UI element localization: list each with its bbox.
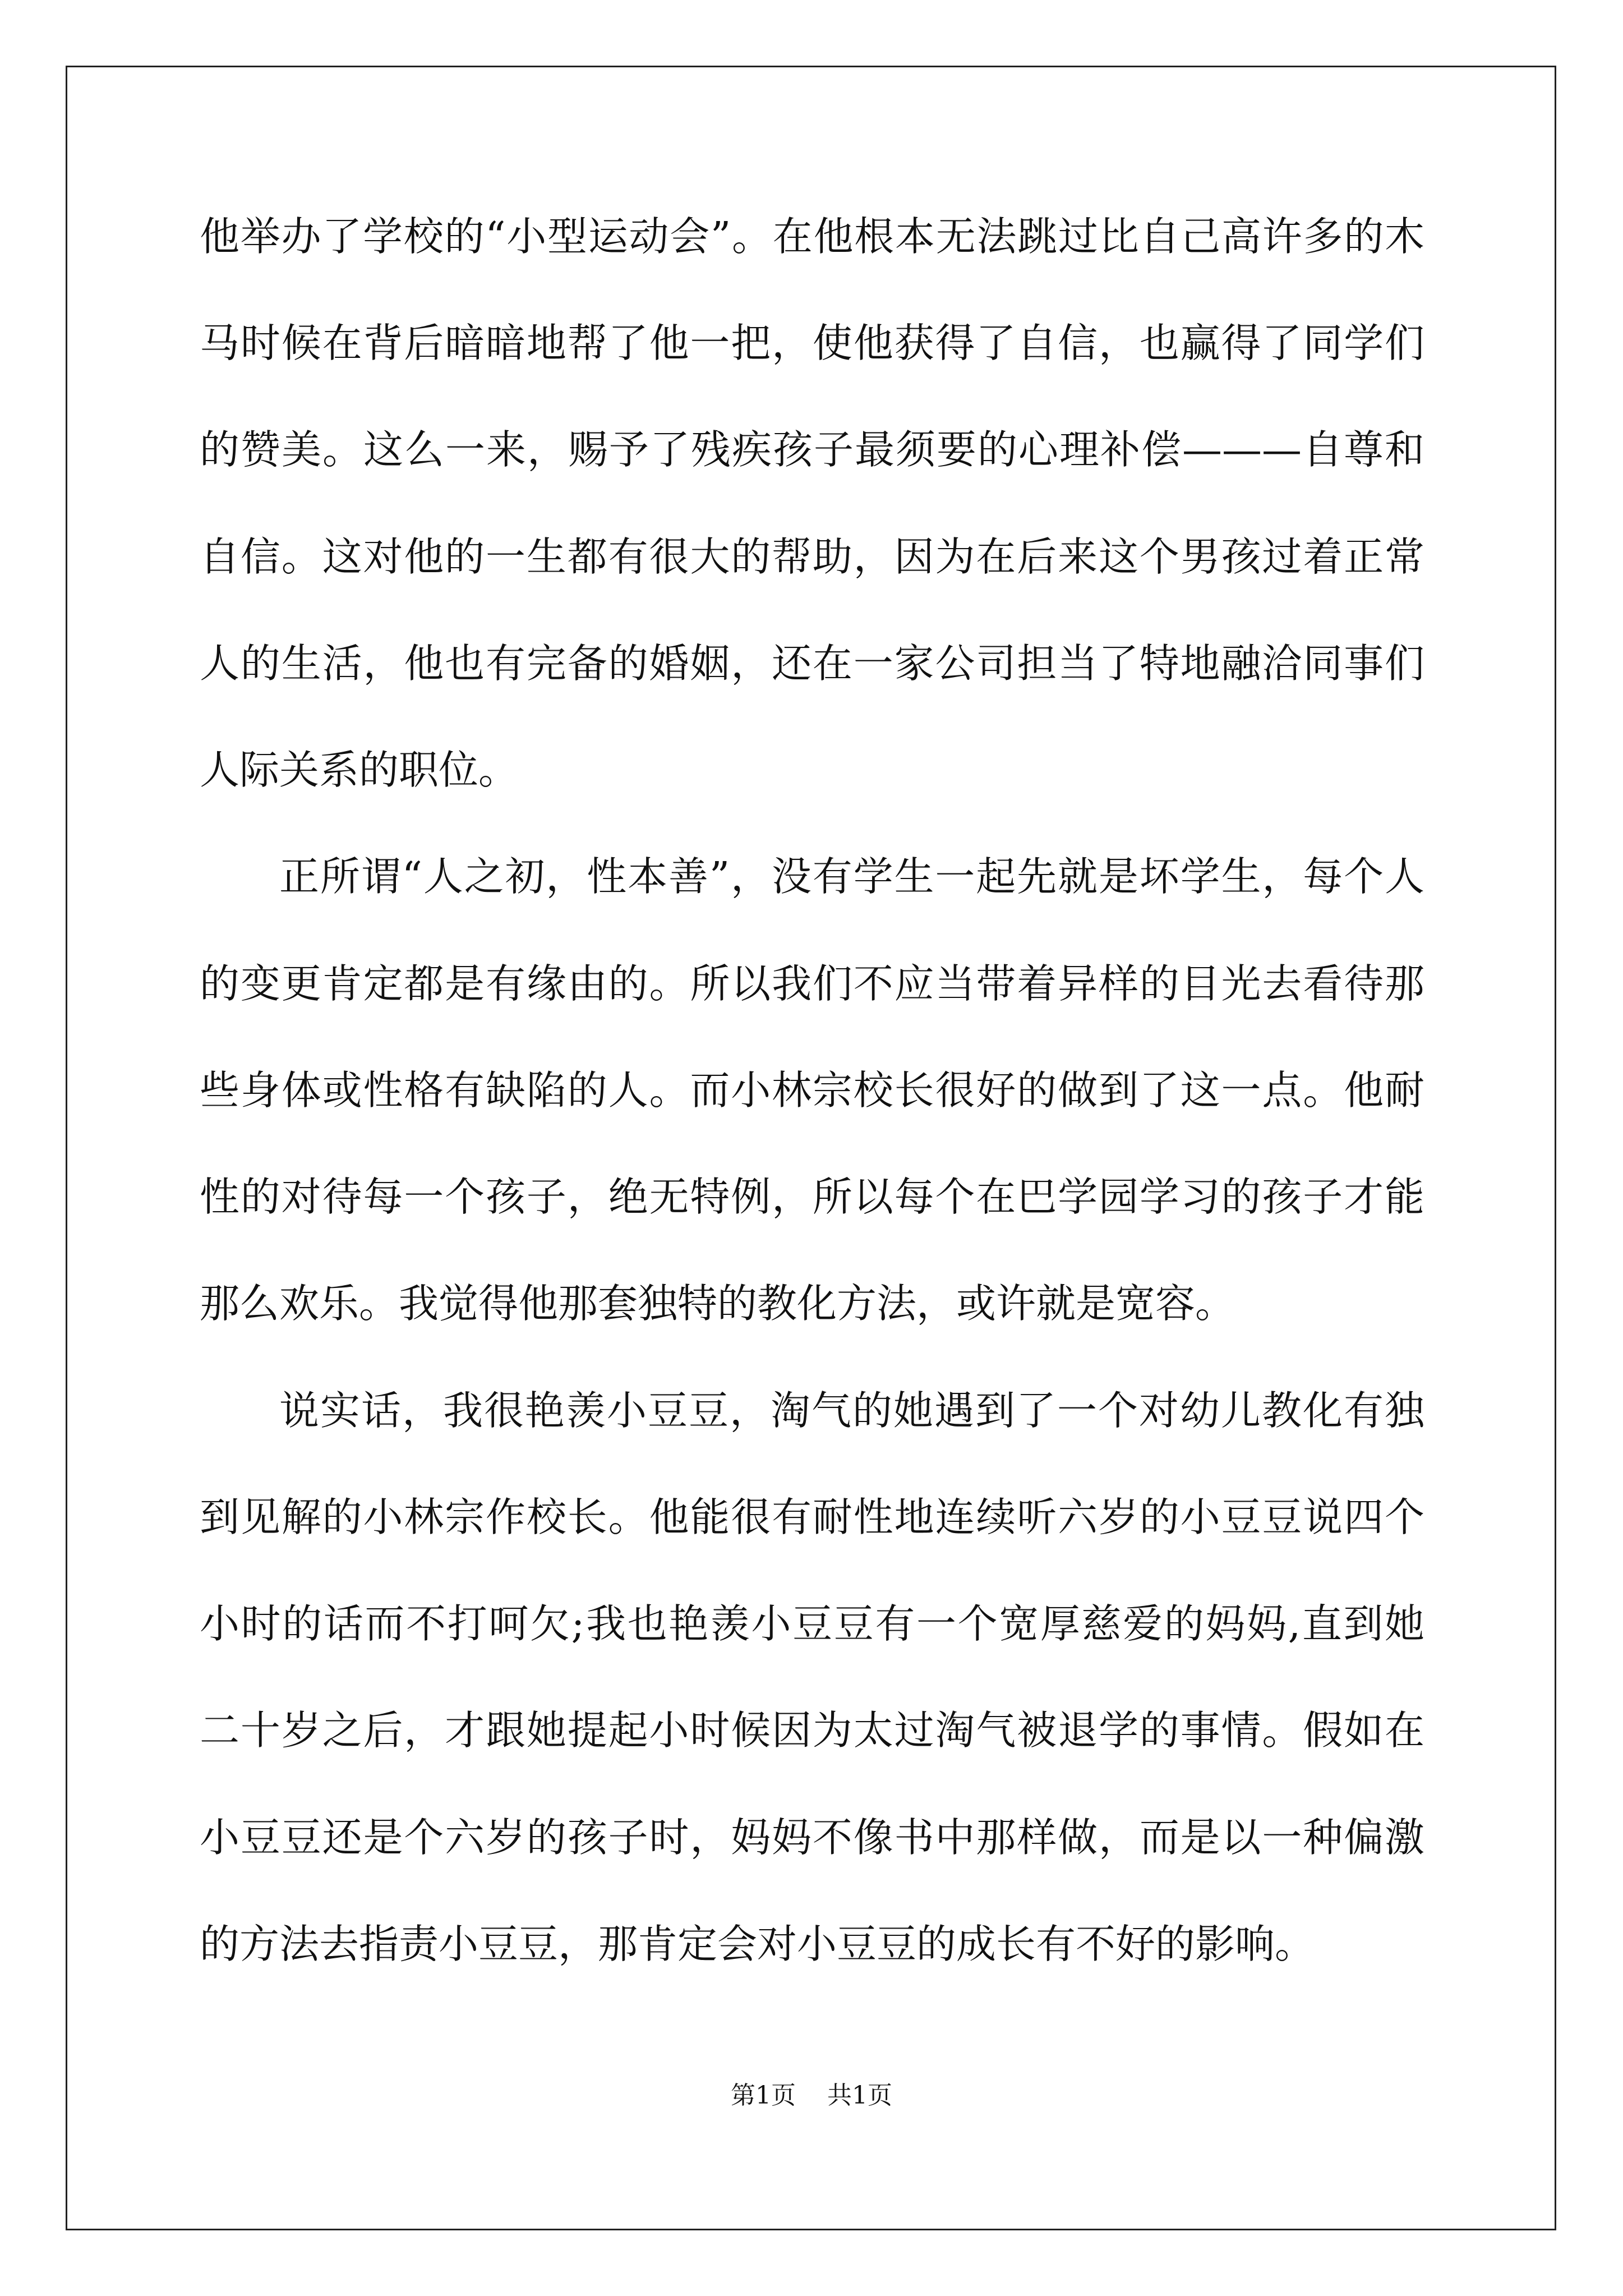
- text-line: 说实话，我很艳羡小豆豆，淘气的她遇到了一个对幼儿教化有独: [279, 1387, 1424, 1434]
- page-border: [66, 66, 1556, 2230]
- text-line: 人际关系的职位。: [200, 747, 519, 793]
- text-line: 正所谓“人之初，性本善”，没有学生一起先就是坏学生，每个人: [279, 853, 1424, 900]
- text-line: 小豆豆还是个六岁的孩子时，妈妈不像书中那样做，而是以一种偏激: [200, 1814, 1424, 1861]
- text-line: 小时的话而不打呵欠;我也艳羡小豆豆有一个宽厚慈爱的妈妈,直到她: [200, 1600, 1424, 1647]
- text-line: 到见解的小林宗作校长。他能很有耐性地连续听六岁的小豆豆说四个: [200, 1494, 1424, 1540]
- page-total: 共1页: [827, 2081, 892, 2110]
- text-line: 自信。这对他的一生都有很大的帮助，因为在后来这个男孩过着正常: [200, 533, 1424, 580]
- text-line: 的方法去指责小豆豆，那肯定会对小豆豆的成长有不好的影响。: [200, 1921, 1315, 1967]
- page-footer: [0, 2073, 1623, 2118]
- text-line: 马时候在背后暗暗地帮了他一把，使他获得了自信，也赢得了同学们: [200, 320, 1424, 366]
- page-number: 第1页: [731, 2081, 796, 2110]
- text-line: 的赞美。这么一来，赐予了残疾孩子最须要的心理补偿———自尊和: [200, 426, 1424, 473]
- text-line: 他举办了学校的“小型运动会”。在他根本无法跳过比自己高许多的木: [200, 213, 1424, 260]
- text-line: 性的对待每一个孩子，绝无特例，所以每个在巴学园学习的孩子才能: [200, 1174, 1424, 1220]
- text-line: 二十岁之后，才跟她提起小时候因为太过淘气被退学的事情。假如在: [200, 1707, 1424, 1754]
- text-line: 些身体或性格有缺陷的人。而小林宗校长很好的做到了这一点。他耐: [200, 1067, 1424, 1114]
- text-line: 的变更肯定都是有缘由的。所以我们不应当带着异样的目光去看待那: [200, 960, 1424, 1007]
- text-line: 人的生活，他也有完备的婚姻，还在一家公司担当了特地融洽同事们: [200, 640, 1424, 687]
- text-line: 那么欢乐。我觉得他那套独特的教化方法，或许就是宽容。: [200, 1280, 1235, 1327]
